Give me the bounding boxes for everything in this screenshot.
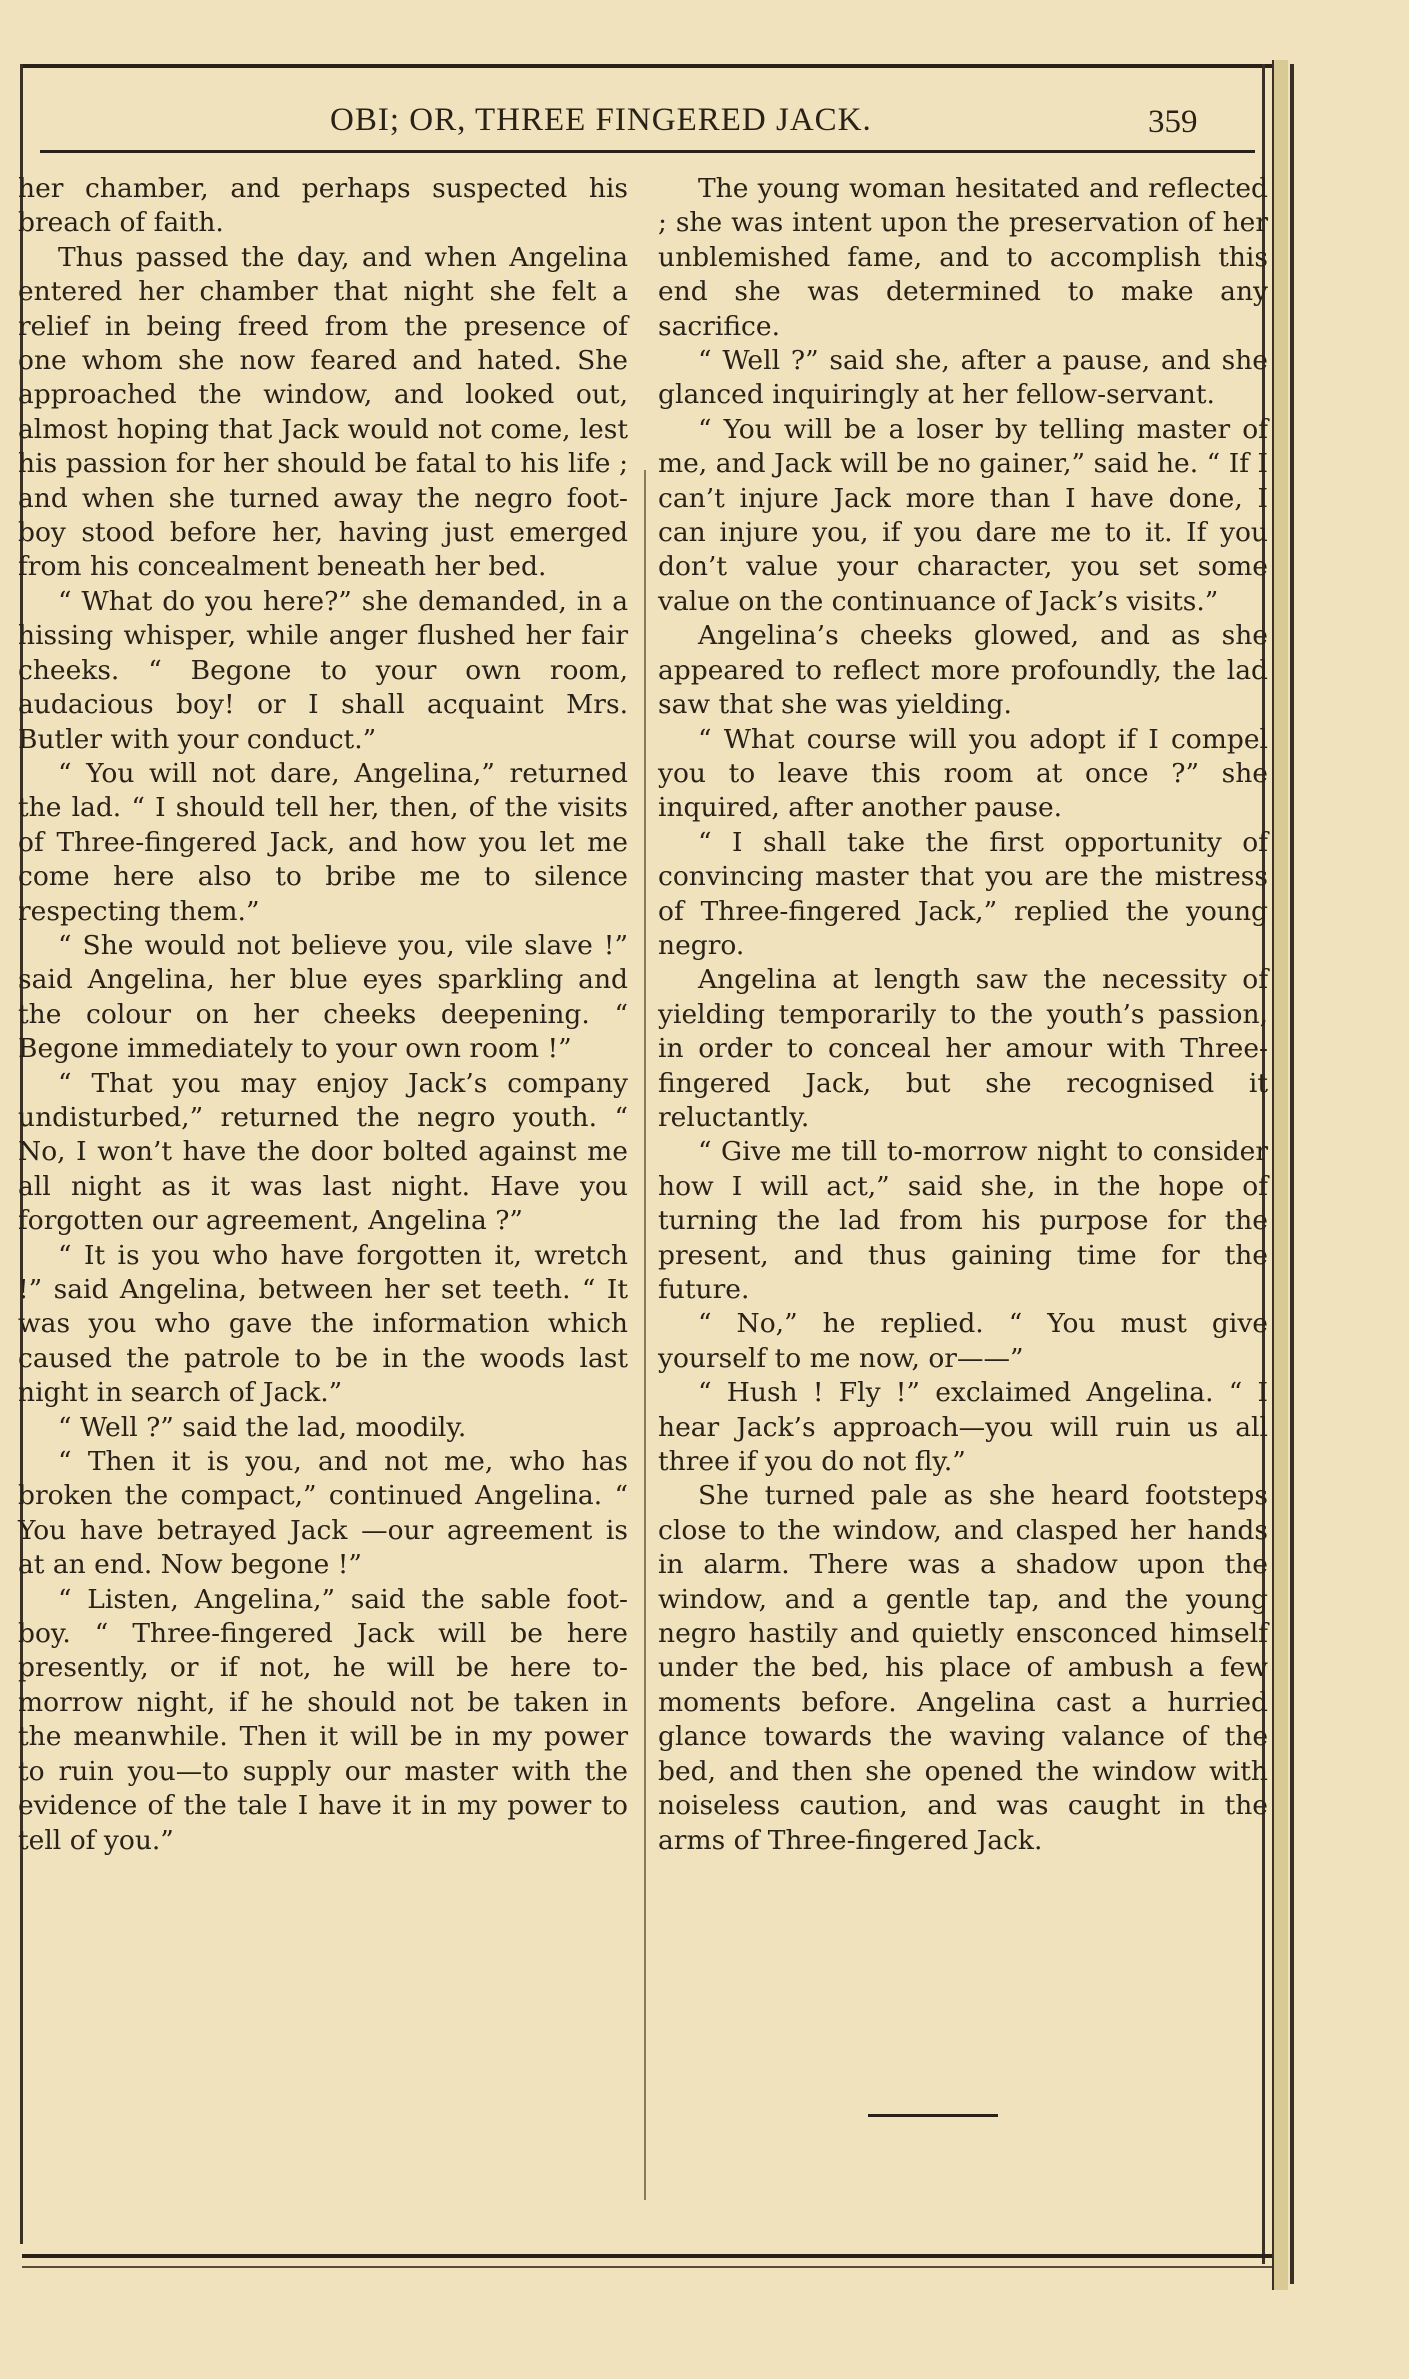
page-edge-rule bbox=[1290, 64, 1294, 2284]
frame-bottom-rule-thin bbox=[22, 2266, 1272, 2268]
paragraph: “ That you may enjoy Jack’s company undisturbed,” returned the negro youth. “ No, I won’t have the door bolted against me all night as it was last night. Have you forgotten our agreement, Angelina ?” bbox=[18, 1067, 628, 1237]
paragraph: “ Hush ! Fly !” exclaimed Angelina. “ I hear Jack’s approach—you will ruin us all three if you do not fly.” bbox=[658, 1377, 1268, 1478]
frame-top-rule bbox=[22, 64, 1272, 68]
running-title: OBI; OR, THREE FINGERED JACK. bbox=[330, 102, 872, 138]
paragraph: “ You will not dare, Angelina,” returned the lad. “ I should tell her, then, of the visits of Three-fingered Jack, and how you let me come here also to bribe me to silence respecting them.” bbox=[18, 757, 628, 927]
paragraph: her chamber, and perhaps suspected his breach of faith. bbox=[18, 173, 628, 239]
paragraph: “ You will be a loser by telling master of me, and Jack will be no gainer,” said he. “ If I can’t injure Jack more than I have done, I can injure you, if you dare me to it. If you don’t value your character, you set some value on the continuance of Jack’s visits.” bbox=[658, 413, 1268, 617]
paragraph: “ It is you who have forgotten it, wretch !” said Angelina, between her set teeth. “ It was you who gave the information which caused the patrole to be in the woods last night in search of Jack.” bbox=[18, 1239, 628, 1409]
column-divider bbox=[644, 470, 646, 2200]
section-end-rule bbox=[868, 2114, 998, 2117]
paragraph: “ Listen, Angelina,” said the sable foot-boy. “ Three-fingered Jack will be here presently, or if not, he will be here to-morrow night, if he should not be taken in the meanwhile. Then it will be in my power to ruin you—to supply our master with the evidence of the tale I have it in my power to tell of you.” bbox=[18, 1583, 628, 1856]
paragraph: “ I shall take the first opportunity of convincing master that you are the mistress of Three-fingered Jack,” replied the young negro. bbox=[658, 826, 1268, 961]
paragraph: She turned pale as she heard footsteps close to the window, and clasped her hands in alarm. There was a shadow upon the window, and a gentle tap, and the young negro hastily and quietly ensconced himself under the bed, his place of ambush a few moments before. Angelina cast a hurried glance towards the waving valance of the bed, and then she opened the window with noiseless caution, and was caught in the arms of Three-fingered Jack. bbox=[658, 1480, 1268, 1856]
paragraph: “ Give me till to-morrow night to consider how I will act,” said she, in the hope of turning the lad from his purpose for the present, and thus gaining time for the future. bbox=[658, 1136, 1268, 1305]
paragraph: The young woman hesitated and reflected ; she was intent upon the preservation of her unblemished fame, and to accomplish this end she was determined to make any sacrifice. bbox=[658, 173, 1268, 342]
header-rule bbox=[40, 150, 1255, 153]
paragraph: “ Then it is you, and not me, who has broken the compact,” continued Angelina. “ You have betrayed Jack —our agreement is at an end. Now begone !” bbox=[18, 1446, 628, 1581]
paragraph: Thus passed the day, and when Angelina entered her chamber that night she felt a relief in being freed from the presence of one whom she now feared and hated. She approached the window, and looked out, almost hoping that Jack would not come, lest his passion for her should be fatal to his life ; and when she turned away the negro foot-boy stood before her, having just emerged from his concealment beneath her bed. bbox=[18, 241, 628, 583]
page-number: 359 bbox=[1148, 104, 1198, 140]
paragraph: “ What do you here?” she demanded, in a hissing whisper, while anger flushed her fair cheeks. “ Begone to your own room, audacious boy! or I shall acquaint Mrs. Butler with your conduct.” bbox=[18, 585, 628, 755]
frame-bottom-rule bbox=[22, 2254, 1272, 2258]
left-column bbox=[18, 172, 628, 1858]
right-column bbox=[658, 172, 1268, 1858]
paragraph: “ Well ?” said she, after a pause, and she glanced inquiringly at her fellow-servant. bbox=[658, 345, 1268, 411]
paragraph: “ She would not believe you, vile slave !” said Angelina, her blue eyes sparkling and the colour on her cheeks deepening. “ Begone immediately to your own room !” bbox=[18, 929, 628, 1065]
paragraph: “ Well ?” said the lad, moodily. bbox=[58, 1411, 467, 1443]
page-edge bbox=[1272, 60, 1288, 2290]
paragraph: “ No,” he replied. “ You must give yourself to me now, or——” bbox=[658, 1308, 1268, 1374]
paragraph: “ What course will you adopt if I compel you to leave this room at once ?” she inquired, after another pause. bbox=[658, 723, 1268, 824]
paragraph: Angelina’s cheeks glowed, and as she appeared to reflect more profoundly, the lad saw that she was yielding. bbox=[658, 620, 1268, 721]
paragraph: Angelina at length saw the necessity of yielding temporarily to the youth’s passion, in order to conceal her amour with Three-fingered Jack, but she recognised it reluctantly. bbox=[658, 964, 1268, 1133]
